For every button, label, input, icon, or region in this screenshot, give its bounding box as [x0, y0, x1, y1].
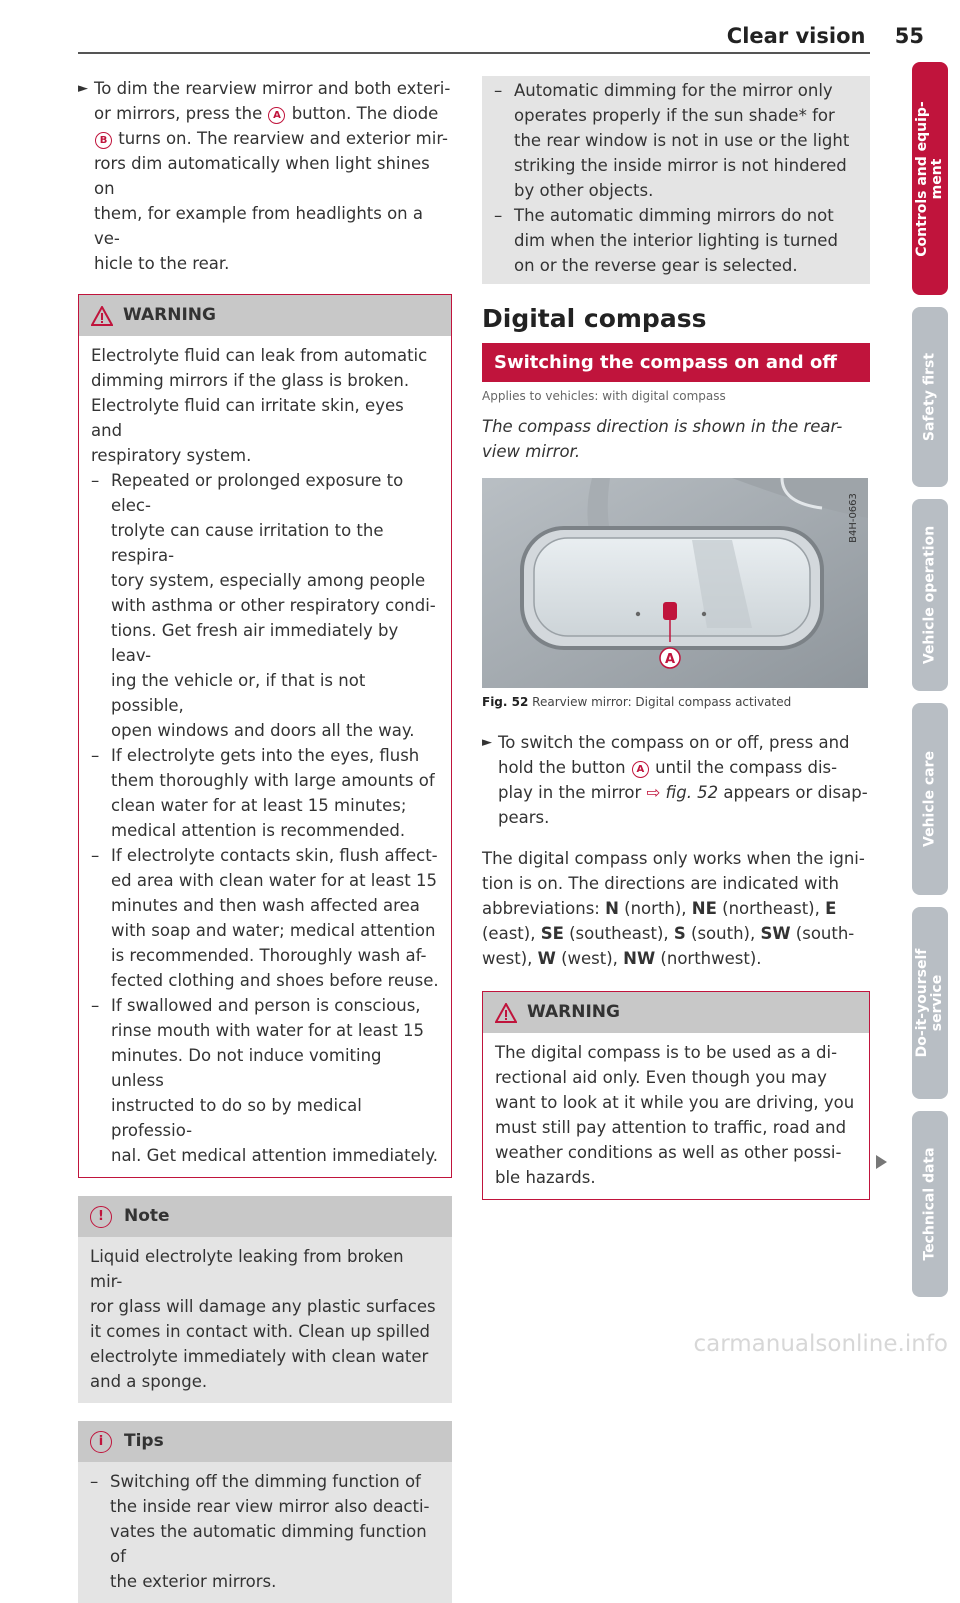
info-icon: i	[90, 1431, 112, 1453]
tips-header: i Tips	[78, 1421, 452, 1462]
page-header	[727, 24, 924, 48]
tab-technical-data[interactable]: Technical data	[912, 1111, 948, 1297]
tips-body: – Switching off the dimming function of the inside rear view mirror also deacti- vates the automatic dimming function of the exterior mirrors.	[78, 1462, 452, 1603]
warning-body	[79, 336, 451, 1177]
page-number: 55	[894, 24, 924, 48]
applies-to: Applies to vehicles: with digital compass	[482, 389, 726, 403]
section-heading: Digital compass	[482, 304, 707, 333]
figure-label-a: A	[664, 652, 676, 667]
note-box	[78, 1196, 452, 1403]
warning-body: The digital compass is to be used as a di- rectional aid only. Even though you may want to look at it while you are driving, you must still pay attention to traffic, road and weather conditions as well as other possi- ble hazards.	[483, 1033, 869, 1199]
diode-b-icon: B	[95, 132, 112, 149]
note-continuation	[482, 76, 870, 284]
left-column	[78, 76, 452, 1603]
warning-header: WARNING	[483, 992, 869, 1033]
tab-vehicle-operation[interactable]: Vehicle operation	[912, 499, 948, 691]
right-column	[482, 76, 870, 1200]
compass-warning-box	[482, 991, 870, 1200]
figure-52	[482, 478, 868, 688]
note-icon: !	[90, 1206, 112, 1228]
rearview-mirror-image	[482, 478, 868, 688]
warning-triangle-icon	[495, 1003, 517, 1023]
compass-description: The digital compass only works when the igni- tion is on. The directions are indicated with abbreviations: N (north), NE (northeast), E (east), SE (southeast), S (south), SW (south- west), W (west), NW (northwest).	[482, 849, 865, 968]
note-body: Liquid electrolyte leaking from broken mir- ror glass will damage any plastic surfaces it comes in contact with. Clean up spilled electrolyte immediately with clean water and a sponge.	[78, 1237, 452, 1403]
tab-vehicle-care[interactable]: Vehicle care	[912, 703, 948, 895]
bullet-arrow-icon: ►	[78, 81, 88, 96]
note-item: – The automatic dimming mirrors do not dim when the interior lighting is turned on or the reverse gear is selected.	[494, 206, 838, 275]
watermark: carmanualsonline.info	[693, 1331, 948, 1357]
warning-item: – If swallowed and person is conscious, rinse mouth with water for at least 15 minutes. Do not induce vomiting unless instructed to do so by medical professio- nal. Get medical attention immediately.	[91, 996, 439, 1165]
tab-controls-and-equipment[interactable]: Controls and equip- ment	[912, 62, 948, 295]
warning-item: – If electrolyte gets into the eyes, flush them thoroughly with large amounts of clean water for at least 15 minutes; medical attention is recommended.	[91, 746, 435, 840]
warning-item: – If electrolyte contacts skin, flush affect- ed area with clean water for at least 15 minutes and then wash affected area with soap and water; medical attention is recommended. Thoroughly wash af- fected clothing and shoes before reuse.	[91, 846, 439, 990]
warning-box	[78, 294, 452, 1178]
warning-header: WARNING	[79, 295, 451, 336]
tab-do-it-yourself-service[interactable]: Do-it-yourself service	[912, 907, 948, 1099]
figure-caption: Fig. 52 Rearview mirror: Digital compass activated	[482, 695, 792, 709]
bullet-arrow-icon: ►	[482, 735, 492, 750]
header-rule	[78, 52, 870, 54]
note-item: – Automatic dimming for the mirror only operates properly if the sun shade* for the rear window is not in use or the light striking the inside mirror is not hindered by other objects.	[494, 81, 850, 200]
cross-ref-arrow-icon: ⇨	[646, 783, 661, 802]
subsection-bar: Switching the compass on and off	[482, 343, 870, 382]
figure-code: B4H-0663	[848, 493, 859, 543]
warning-triangle-icon	[91, 306, 113, 326]
dimming-instruction: ► To dim the rearview mirror and both exteri- or mirrors, press the A button. The diode B turns on. The rearview and exterior mir- rors dim automatically when light shines on them, for example from headlights on a ve- hicle to the rear.	[78, 76, 452, 276]
note-header: ! Note	[78, 1196, 452, 1237]
tab-safety-first[interactable]: Safety first	[912, 307, 948, 487]
warning-intro: Electrolyte fluid can leak from automatic dimming mirrors if the glass is broken. Electrolyte fluid can irritate skin, eyes and respiratory system.	[91, 346, 428, 465]
continue-arrow-icon	[876, 1155, 887, 1169]
button-a-icon: A	[632, 761, 649, 778]
figure-reference[interactable]: fig. 52	[660, 783, 719, 802]
intro-text: The compass direction is shown in the rear- view mirror.	[482, 417, 843, 461]
section-title: Clear vision	[726, 24, 866, 48]
warning-item: – Repeated or prolonged exposure to elec- trolyte can cause irritation to the respira- tory system, especially among people with asthma or other respiratory condi- tions. Get fresh air immediately by leav- ing the vehicle or, if that is not possible, open windows and doors all the way.	[91, 471, 436, 740]
compass-instruction: ► To switch the compass on or off, press and hold the button A until the compass dis- play in the mirror ⇨ fig. 52 appears or disap- pears.	[482, 730, 870, 830]
tips-box	[78, 1421, 452, 1603]
button-a-icon: A	[268, 107, 285, 124]
